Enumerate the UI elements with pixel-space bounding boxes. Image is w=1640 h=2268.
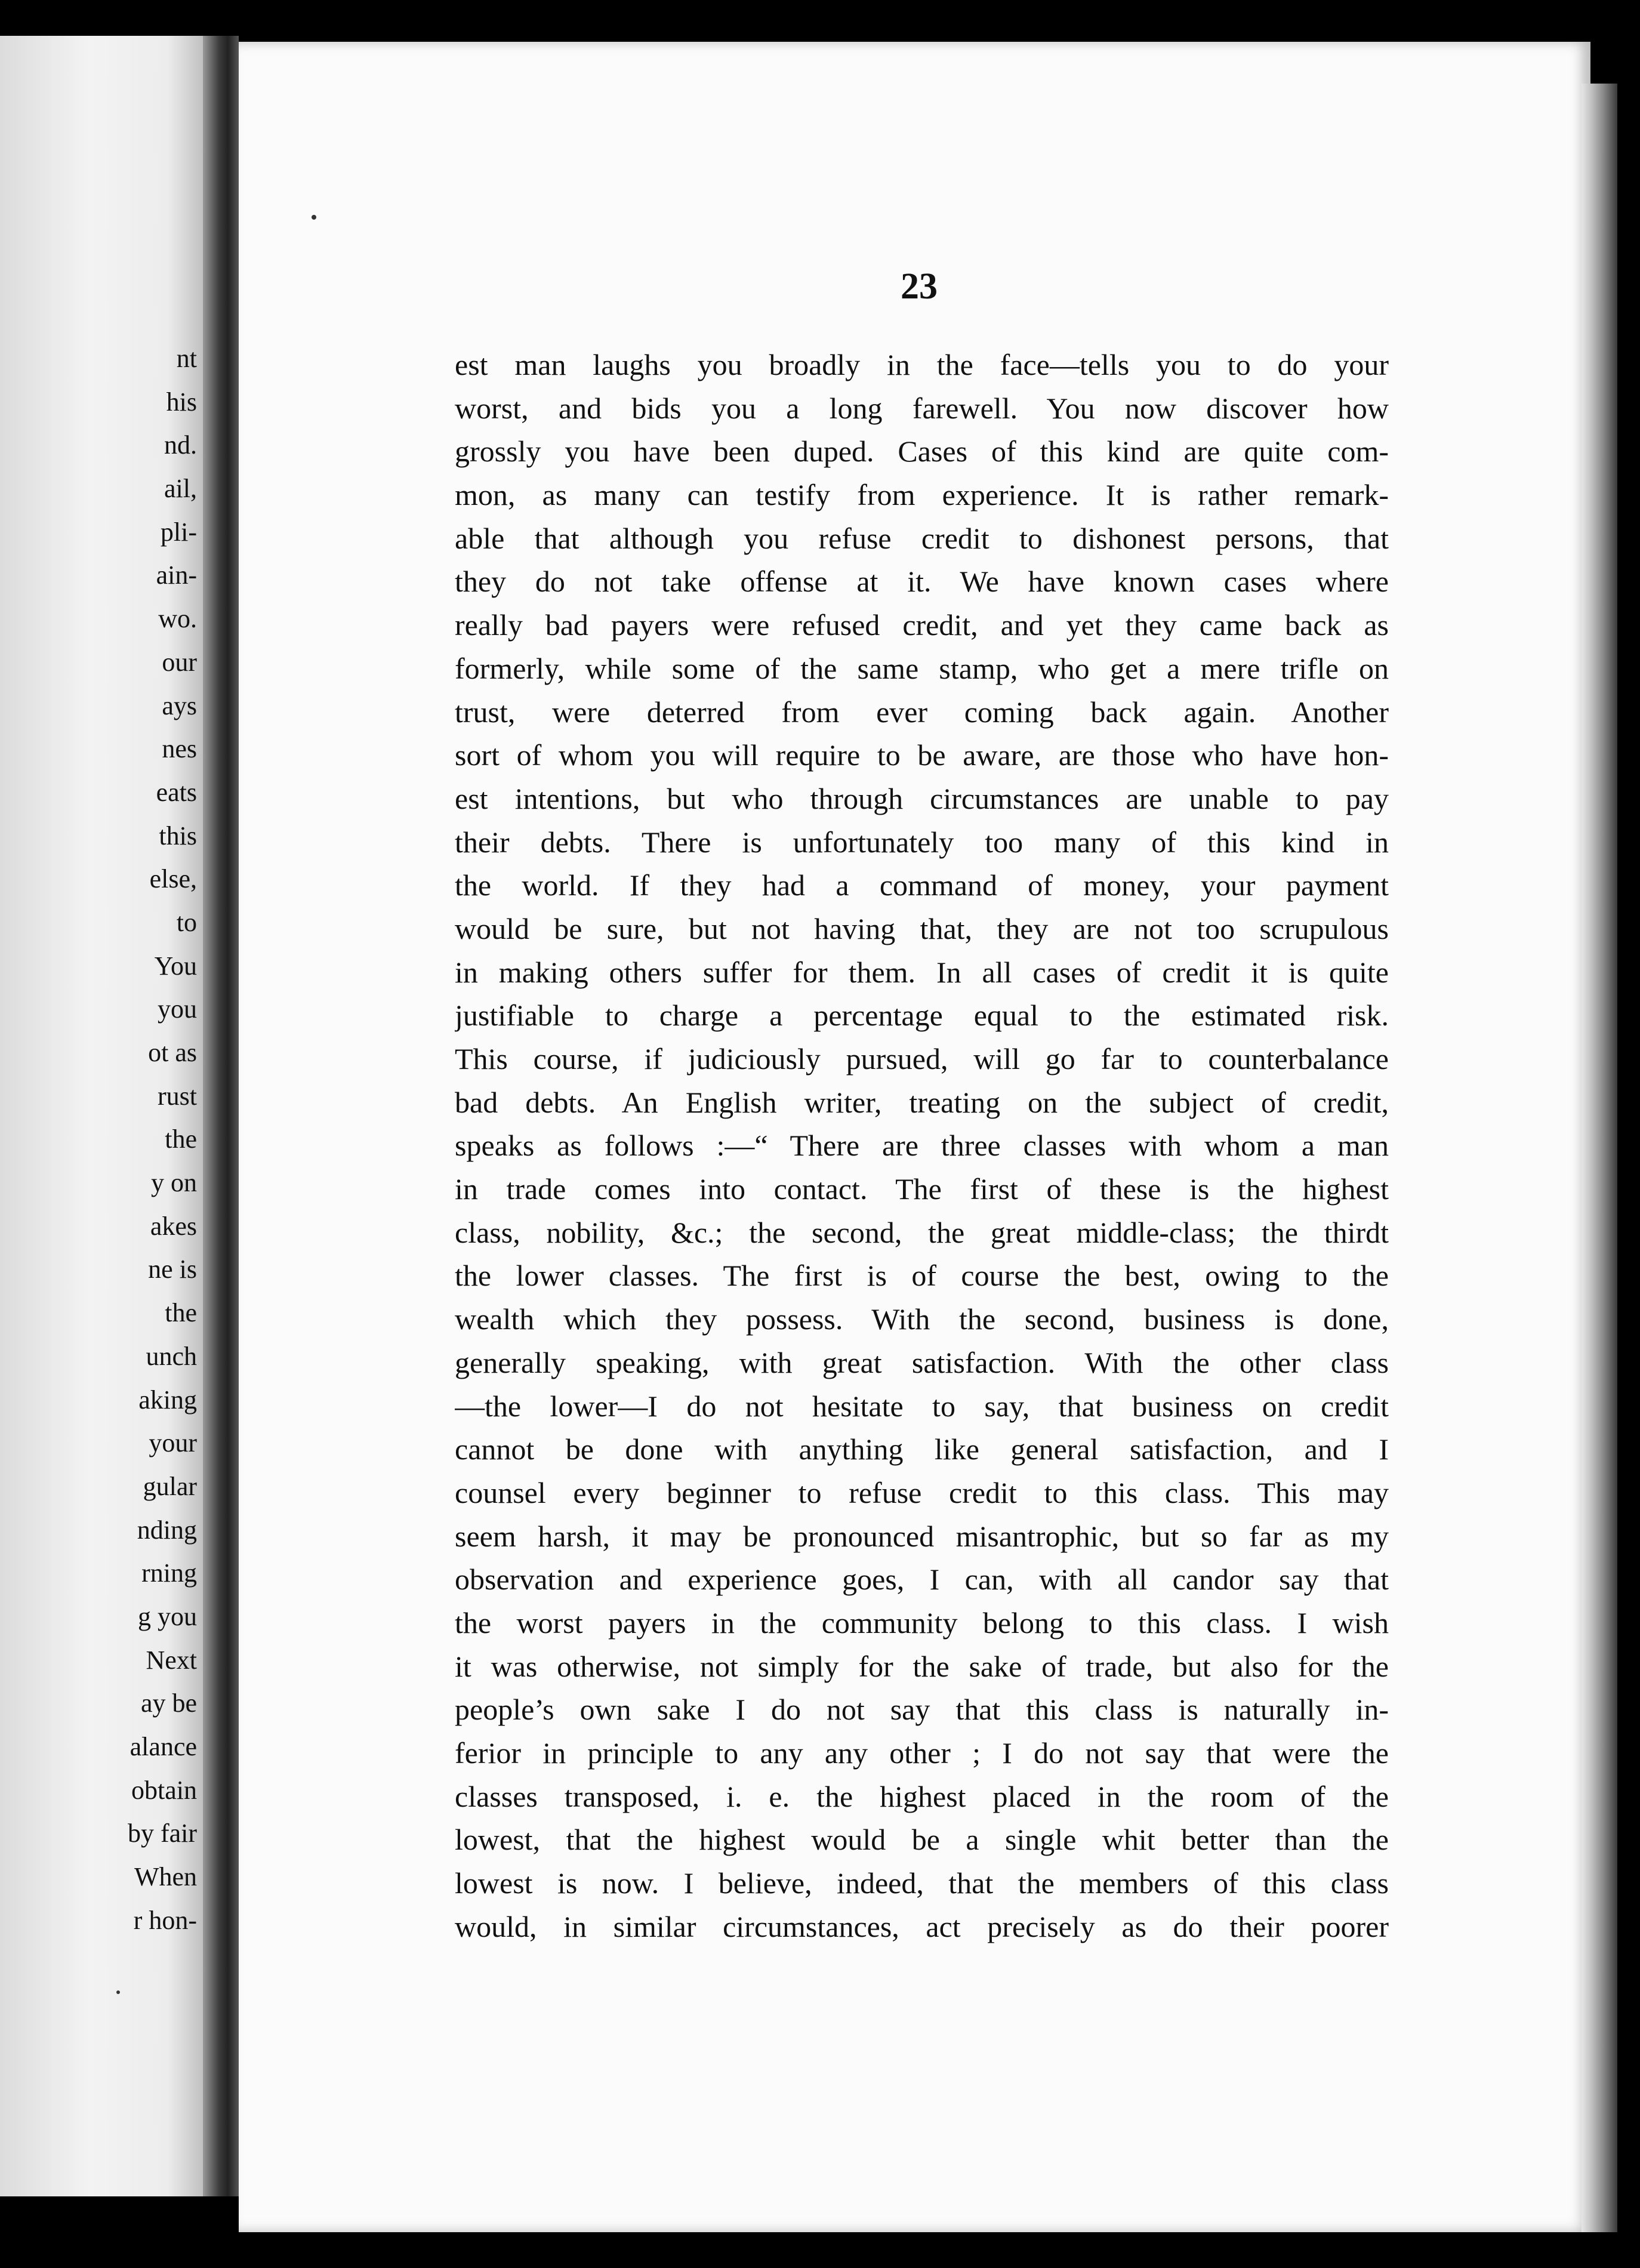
text-line: people’s own sake I do not say that this class is naturally in- bbox=[455, 1693, 1389, 1727]
text-line: lowest, that the highest would be a single whit better than the bbox=[455, 1823, 1389, 1857]
left-line: his bbox=[166, 387, 197, 417]
left-line: you bbox=[158, 994, 197, 1024]
left-line: rning bbox=[141, 1558, 197, 1588]
left-line: When bbox=[134, 1862, 197, 1892]
text-line: cannot be done with anything like general satisfaction, and I bbox=[455, 1432, 1389, 1466]
text-line: really bad payers were refused credit, and yet they came back as bbox=[455, 608, 1389, 642]
text-line: justifiable to charge a percentage equal to the estimated risk. bbox=[455, 999, 1389, 1033]
text-line: est man laughs you broadly in the face—tells you to do your bbox=[455, 348, 1389, 381]
text-line: the world. If they had a command of money, your payment bbox=[455, 868, 1389, 902]
left-line: obtain bbox=[131, 1775, 197, 1805]
left-line: ain- bbox=[156, 560, 197, 590]
page-number: 23 bbox=[901, 266, 938, 307]
previous-page-text-fragments bbox=[0, 337, 197, 1942]
left-line: alance bbox=[130, 1732, 197, 1761]
text-line: their debts. There is unfortunately too many of this kind in bbox=[455, 825, 1389, 859]
left-line: ay be bbox=[140, 1688, 197, 1718]
text-line: counsel every beginner to refuse credit to this class. This may bbox=[455, 1475, 1389, 1509]
left-line: the bbox=[165, 1124, 197, 1154]
text-line: classes transposed, i. e. the highest placed in the room of the bbox=[455, 1779, 1389, 1813]
left-line: y on bbox=[151, 1168, 197, 1198]
text-line: grossly you have been duped. Cases of this kind are quite com- bbox=[455, 435, 1389, 469]
left-line: gular bbox=[143, 1471, 197, 1501]
book-gutter bbox=[203, 36, 239, 2196]
left-line: ot as bbox=[148, 1038, 197, 1067]
text-line: ferior in principle to any any other ; I do not say that were the bbox=[455, 1736, 1389, 1770]
left-line: this bbox=[159, 821, 197, 850]
text-line: the worst payers in the community belong to this class. I wish bbox=[455, 1606, 1389, 1640]
text-line: —the lower—I do not hesitate to say, that business on credit bbox=[455, 1389, 1389, 1423]
page-body-text bbox=[455, 343, 1389, 1948]
text-line: formerly, while some of the same stamp, who get a mere trifle on bbox=[455, 651, 1389, 685]
text-line: This course, if judiciously pursued, will go far to counterbalance bbox=[455, 1042, 1389, 1076]
left-line: else, bbox=[149, 864, 197, 894]
left-line: pli- bbox=[160, 517, 197, 547]
text-line: it was otherwise, not simply for the sake of trade, but also for the bbox=[455, 1649, 1389, 1683]
page-edge bbox=[1582, 84, 1617, 2232]
text-line: bad debts. An English writer, treating on the subject of credit, bbox=[455, 1085, 1389, 1119]
text-line: would be sure, but not having that, they are not too scrupulous bbox=[455, 911, 1389, 945]
left-line: your bbox=[149, 1428, 197, 1458]
text-line: est intentions, but who through circumstances are unable to pay bbox=[455, 781, 1389, 815]
left-line: unch bbox=[146, 1341, 197, 1371]
left-line: ays bbox=[162, 691, 197, 720]
text-line: observation and experience goes, I can, with all candor say that bbox=[455, 1563, 1389, 1597]
text-line: wealth which they possess. With the second, business is done, bbox=[455, 1302, 1389, 1336]
left-line: nding bbox=[137, 1515, 197, 1545]
left-line: You bbox=[154, 951, 197, 981]
text-line: sort of whom you will require to be aware, are those who have hon- bbox=[455, 738, 1389, 772]
left-line: nes bbox=[162, 734, 197, 764]
text-line: seem harsh, it may be pronounced misantrophic, but so far as my bbox=[455, 1519, 1389, 1553]
text-line: speaks as follows :—“ There are three classes with whom a man bbox=[455, 1129, 1389, 1163]
left-line: nd. bbox=[164, 430, 197, 460]
left-line: eats bbox=[156, 777, 197, 807]
left-line: Next bbox=[146, 1645, 197, 1675]
left-line: our bbox=[162, 647, 197, 677]
left-line: aking bbox=[138, 1385, 197, 1415]
left-line: to bbox=[176, 907, 197, 937]
text-line: worst, and bids you a long farewell. You now discover how bbox=[455, 391, 1389, 425]
text-line: mon, as many can testify from experience. It is rather remark- bbox=[455, 478, 1389, 512]
left-line: akes bbox=[150, 1211, 197, 1241]
text-line: in making others suffer for them. In all cases of credit it is quite bbox=[455, 955, 1389, 989]
text-line: lowest is now. I believe, indeed, that the members of this class bbox=[455, 1866, 1389, 1900]
left-line: ail, bbox=[164, 474, 197, 504]
text-line: the lower classes. The first is of course the best, owing to the bbox=[455, 1259, 1389, 1293]
left-line: rust bbox=[158, 1081, 197, 1111]
speck bbox=[312, 215, 316, 220]
left-line: g you bbox=[138, 1601, 197, 1631]
left-line: ne is bbox=[148, 1255, 197, 1284]
text-line: able that although you refuse credit to dishonest persons, that bbox=[455, 521, 1389, 555]
left-line: nt bbox=[176, 344, 197, 373]
left-line: r hon- bbox=[133, 1905, 197, 1935]
text-line: trust, were deterred from ever coming back again. Another bbox=[455, 695, 1389, 729]
left-line: by fair bbox=[127, 1819, 197, 1848]
speck bbox=[116, 1990, 120, 1994]
left-line: the bbox=[165, 1298, 197, 1328]
text-line: would, in similar circumstances, act precisely as do their poorer bbox=[455, 1909, 1389, 1943]
text-line: in trade comes into contact. The first of these is the highest bbox=[455, 1172, 1389, 1206]
text-line: class, nobility, &c.; the second, the great middle-class; the thirdt bbox=[455, 1215, 1389, 1249]
text-line: they do not take offense at it. We have known cases where bbox=[455, 565, 1389, 599]
text-line: generally speaking, with great satisfaction. With the other class bbox=[455, 1345, 1389, 1379]
left-line: wo. bbox=[158, 604, 197, 634]
